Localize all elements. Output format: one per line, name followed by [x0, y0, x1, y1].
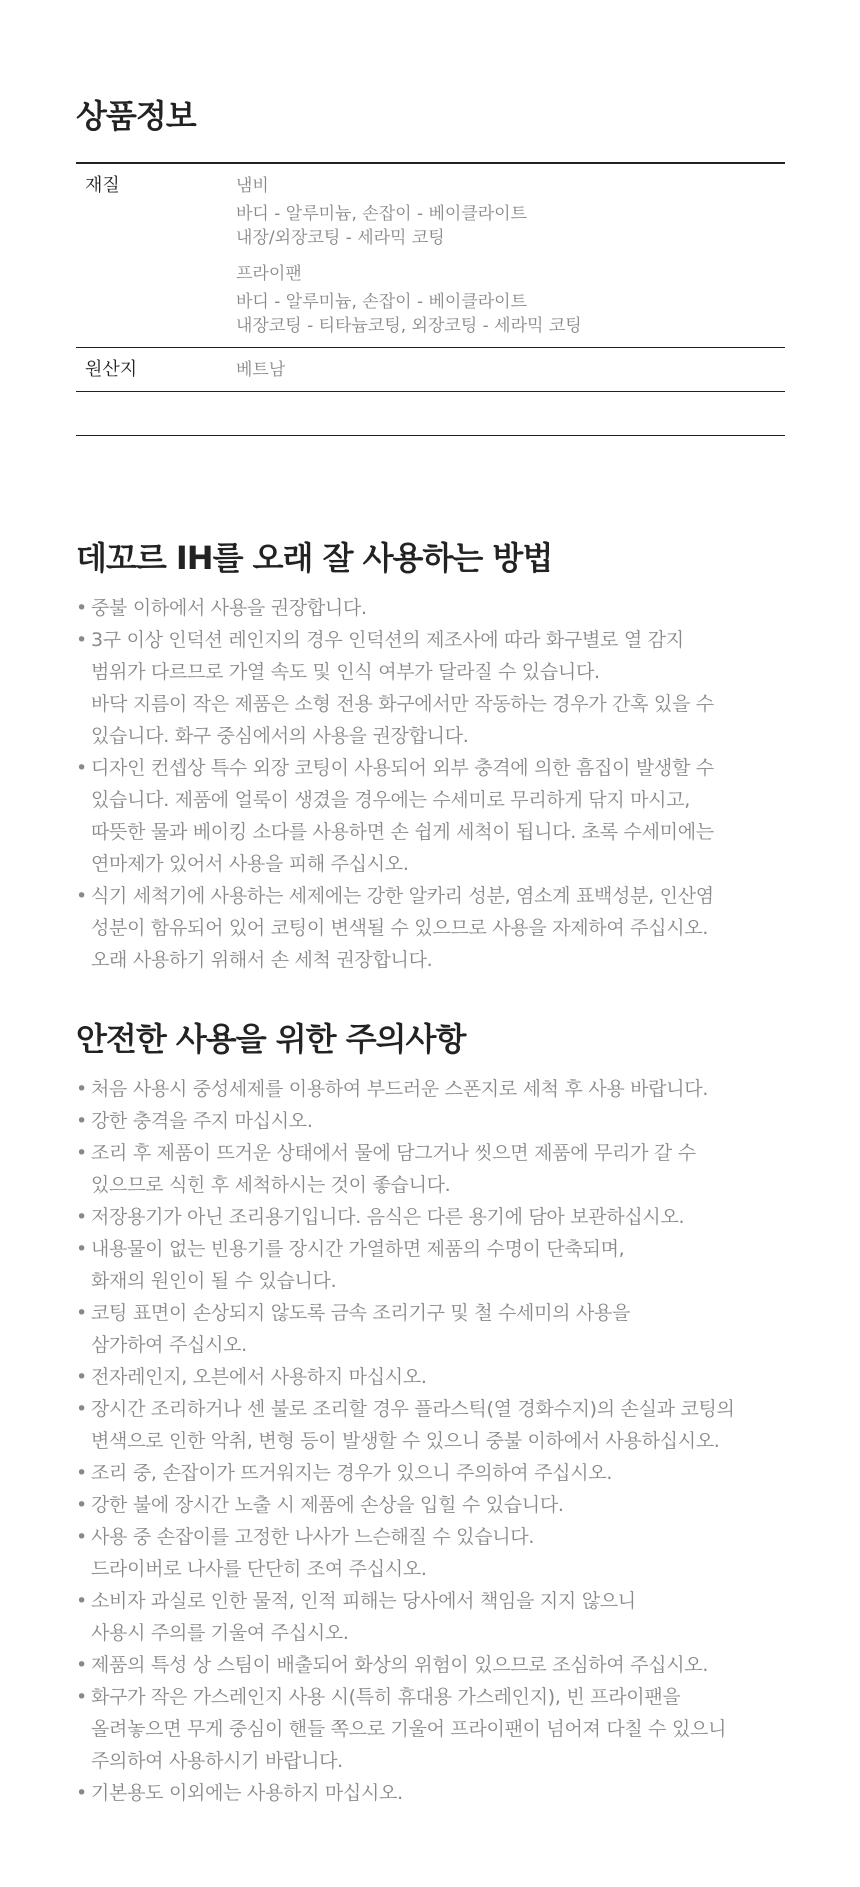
- usage-guide-item-line: 있습니다. 화구 중심에서의 사용을 권장합니다.: [91, 725, 469, 747]
- safety-item-line: • 화구가 작은 가스레인지 사용 시(특히 휴대용 가스레인지), 빈 프라이팬을: [91, 1686, 681, 1708]
- safety-item-line: • 기본용도 이외에는 사용하지 마십시오.: [91, 1782, 403, 1804]
- safety-item-line: 변색으로 인한 악취, 변형 등이 발생할 수 있으니 중불 이하에서 사용하십시오.: [91, 1430, 720, 1452]
- product-info-title: 상품정보: [76, 97, 196, 135]
- safety-item-line: • 코팅 표면이 손상되지 않도록 금속 조리기구 및 철 수세미의 사용을: [91, 1302, 631, 1324]
- spec-line: 바디 - 알루미늄, 손잡이 - 베이클라이트: [236, 292, 528, 312]
- material-value: [236, 174, 785, 338]
- product-info-section: [76, 96, 785, 436]
- safety-item-line: • 내용물이 없는 빈용기를 장시간 가열하면 제품의 수명이 단축되며,: [91, 1238, 625, 1260]
- safety-item: [76, 1233, 785, 1297]
- safety-item: [76, 1073, 785, 1105]
- usage-guide-item-line: • 3구 이상 인덕션 레인지의 경우 인덕션의 제조사에 따라 화구별로 열 감지: [91, 629, 684, 651]
- usage-guide-title: 데꼬르 IH를 오래 잘 사용하는 방법: [76, 539, 553, 577]
- safety-item-line: 삼가하여 주십시오.: [91, 1334, 247, 1356]
- safety-item-line: • 저장용기가 아닌 조리용기입니다. 음식은 다른 용기에 담아 보관하십시오.: [91, 1206, 685, 1228]
- safety-item-line: 화재의 원인이 될 수 있습니다.: [91, 1270, 337, 1292]
- usage-guide-item-line: 바닥 지름이 작은 제품은 소형 전용 화구에서만 작동하는 경우가 간혹 있을 수: [91, 693, 714, 715]
- usage-guide-item-line: 성분이 함유되어 있어 코팅이 변색될 수 있으므로 사용을 자제하여 주십시오.: [91, 917, 709, 939]
- usage-guide-item-line: 연마제가 있어서 사용을 피해 주십시오.: [91, 853, 409, 875]
- safety-item: [76, 1105, 785, 1137]
- spec-name: 냄비: [236, 176, 269, 196]
- safety-item-line: • 강한 충격을 주지 마십시오.: [91, 1110, 313, 1132]
- safety-item-line: 드라이버로 나사를 단단히 조여 주십시오.: [91, 1558, 427, 1580]
- safety-item-line: 있으므로 식힌 후 세척하시는 것이 좋습니다.: [91, 1174, 451, 1196]
- spec-line: 바디 - 알루미늄, 손잡이 - 베이클라이트: [236, 204, 528, 224]
- safety-title: 안전한 사용을 위한 주의사항: [76, 1020, 466, 1058]
- safety-item-line: 올려놓으면 무게 중심이 핸들 쪽으로 기울어 프라이팬이 넘어져 다칠 수 있으니: [91, 1718, 727, 1740]
- material-label: 재질: [85, 175, 120, 196]
- origin-row: [76, 348, 785, 392]
- safety-item-line: • 처음 사용시 중성세제를 이용하여 부드러운 스폰지로 세척 후 사용 바랍니다.: [91, 1078, 709, 1100]
- safety-item-line: • 제품의 특성 상 스팀이 배출되어 화상의 위험이 있으므로 조심하여 주십시오.: [91, 1654, 709, 1676]
- safety-item: [76, 1649, 785, 1681]
- safety-item-line: • 사용 중 손잡이를 고정한 나사가 느슨해질 수 있습니다.: [91, 1526, 535, 1548]
- product-info-table: [76, 162, 785, 436]
- empty-row: [76, 392, 785, 436]
- spec-name: 프라이팬: [236, 264, 302, 284]
- safety-item-line: • 전자레인지, 오븐에서 사용하지 마십시오.: [91, 1366, 427, 1388]
- usage-guide-item-line: • 식기 세척기에 사용하는 세제에는 강한 알카리 성분, 염소계 표백성분, 인산염: [91, 885, 714, 907]
- safety-item: [76, 1297, 785, 1361]
- material-row: [76, 164, 785, 348]
- origin-value: 베트남: [236, 360, 286, 380]
- spec-block-pot: [236, 174, 785, 250]
- safety-item: [76, 1585, 785, 1649]
- safety-section: [76, 1019, 785, 1809]
- usage-guide-item: [76, 592, 785, 624]
- safety-item-line: • 장시간 조리하거나 센 불로 조리할 경우 플라스틱(열 경화수지)의 손실과 코팅의: [91, 1398, 735, 1420]
- usage-guide-item: [76, 624, 785, 752]
- usage-guide-item: [76, 752, 785, 880]
- safety-item: [76, 1457, 785, 1489]
- origin-label: 원산지: [85, 359, 138, 380]
- spec-line: 내장/외장코팅 - 세라믹 코팅: [236, 228, 445, 248]
- usage-guide-item-line: 있습니다. 제품에 얼룩이 생겼을 경우에는 수세미로 무리하게 닦지 마시고,: [91, 789, 691, 811]
- usage-guide-list: [76, 592, 785, 976]
- usage-guide-item-line: • 디자인 컨셉상 특수 외장 코팅이 사용되어 외부 충격에 의한 흠집이 발생할 수: [91, 757, 714, 779]
- safety-item: [76, 1137, 785, 1201]
- spec-block-pan: [236, 262, 785, 338]
- spec-line: 내장코팅 - 티타늄코팅, 외장코팅 - 세라믹 코팅: [236, 316, 582, 336]
- safety-item: [76, 1681, 785, 1777]
- safety-item-line: 사용시 주의를 기울여 주십시오.: [91, 1622, 349, 1644]
- safety-item-line: • 조리 중, 손잡이가 뜨거워지는 경우가 있으니 주의하여 주십시오.: [91, 1462, 613, 1484]
- safety-item: [76, 1777, 785, 1809]
- usage-guide-item-line: 따뜻한 물과 베이킹 소다를 사용하면 손 쉽게 세척이 됩니다. 초록 수세미에는: [91, 821, 714, 843]
- safety-item-line: • 소비자 과실로 인한 물적, 인적 피해는 당사에서 책임을 지지 않으니: [91, 1590, 636, 1612]
- safety-item: [76, 1393, 785, 1457]
- safety-item: [76, 1521, 785, 1585]
- safety-item: [76, 1361, 785, 1393]
- safety-list: [76, 1073, 785, 1809]
- safety-item-line: • 강한 불에 장시간 노출 시 제품에 손상을 입힐 수 있습니다.: [91, 1494, 564, 1516]
- usage-guide-item-line: 범위가 다르므로 가열 속도 및 인식 여부가 달라질 수 있습니다.: [91, 661, 600, 683]
- usage-guide-section: [76, 538, 785, 976]
- usage-guide-item: [76, 880, 785, 976]
- safety-item-line: • 조리 후 제품이 뜨거운 상태에서 물에 담그거나 씻으면 제품에 무리가 갈 수: [91, 1142, 696, 1164]
- usage-guide-item-line: 오래 사용하기 위해서 손 세척 권장합니다.: [91, 949, 433, 971]
- safety-item: [76, 1201, 785, 1233]
- safety-item-line: 주의하여 사용하시기 바랍니다.: [91, 1750, 343, 1772]
- usage-guide-item-line: • 중불 이하에서 사용을 권장합니다.: [91, 597, 367, 619]
- safety-item: [76, 1489, 785, 1521]
